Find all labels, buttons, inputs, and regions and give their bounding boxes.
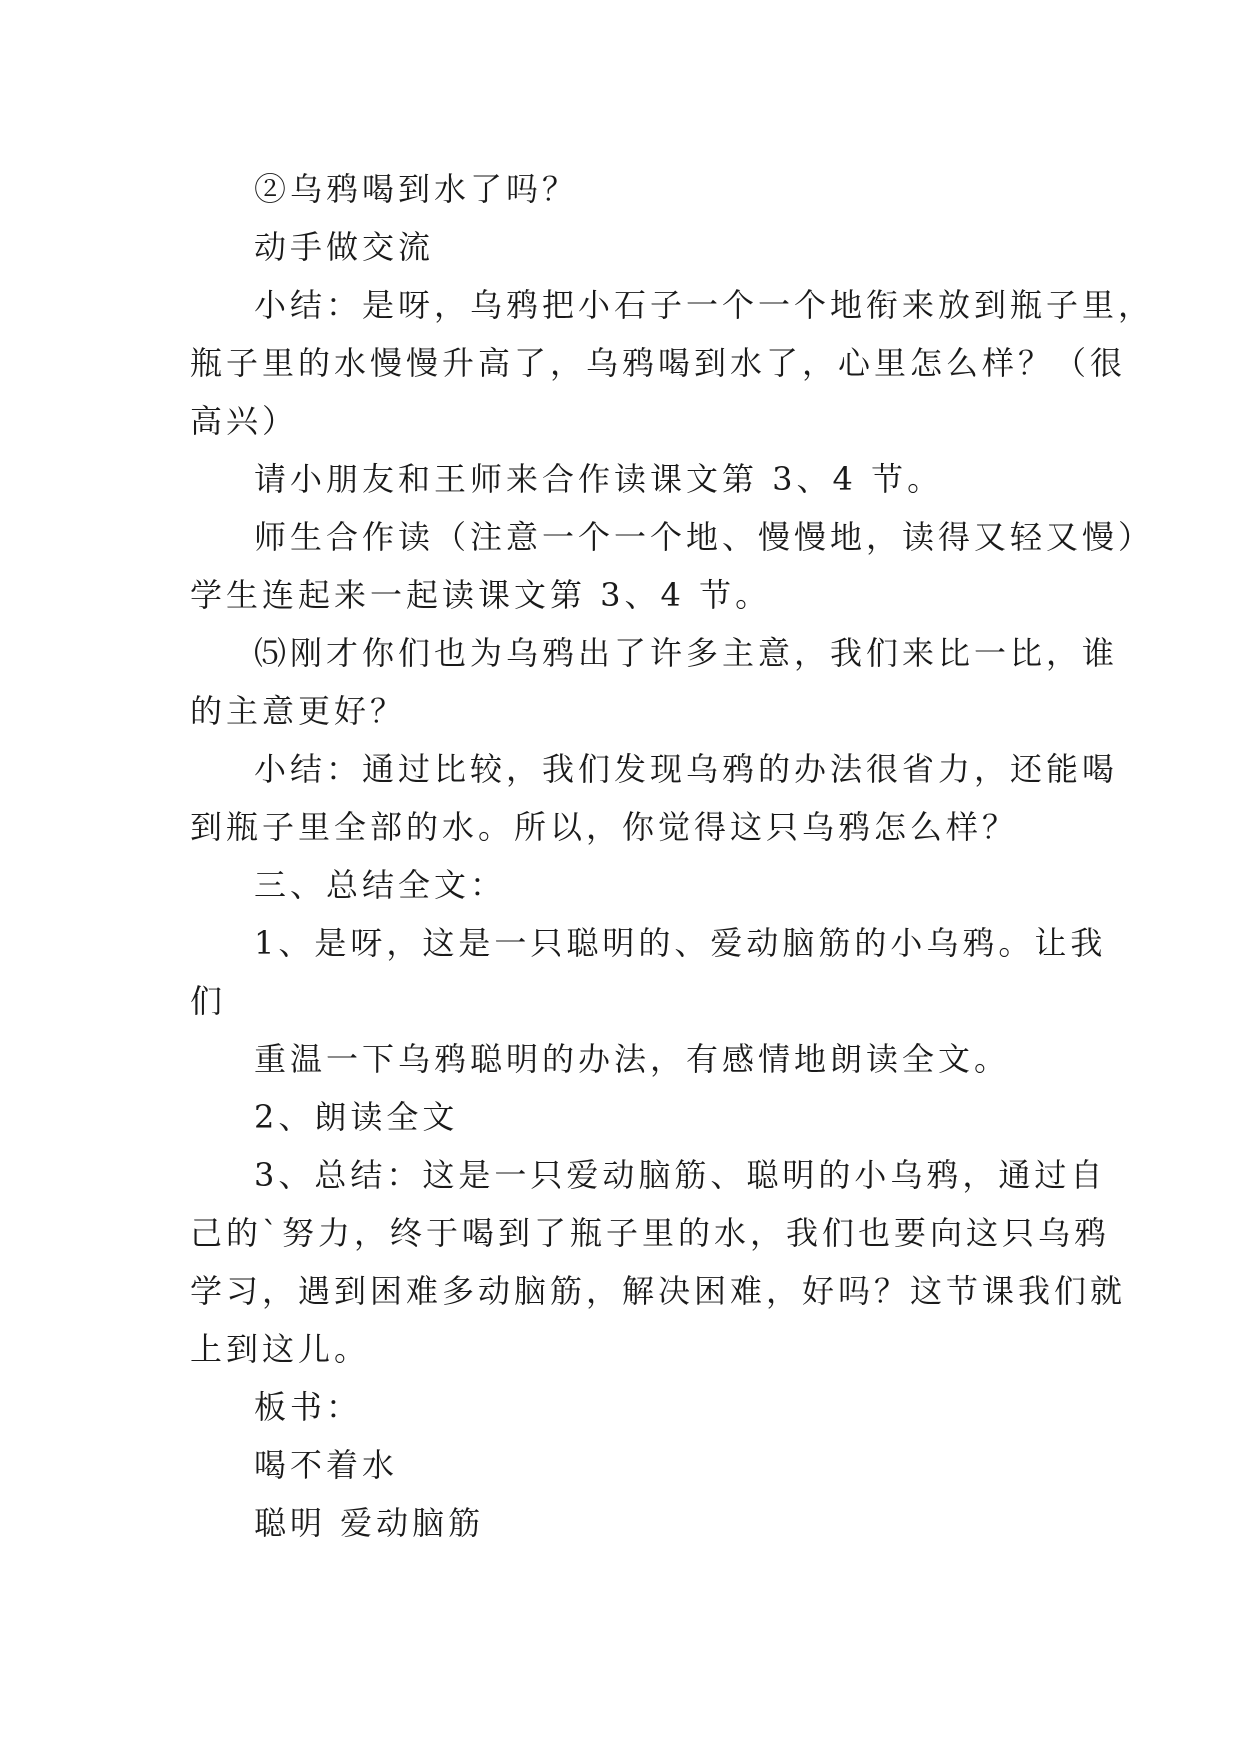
text-block (190, 160, 1155, 1552)
section-heading: 三、总结全文： (254, 866, 507, 904)
text-line: 高兴） (190, 402, 299, 440)
text-line: 重温一下乌鸦聪明的办法，有感情地朗读全文。 (254, 1040, 1011, 1078)
text-line: 学生连起来一起读课文第 3、4 节。 (190, 576, 772, 614)
text-line: ⑸刚才你们也为乌鸦出了许多主意，我们来比一比，谁 (254, 634, 1119, 672)
board-line: 聪明 爱动脑筋 (254, 1504, 485, 1542)
text-line: 请小朋友和王师来合作读课文第 3、4 节。 (254, 460, 944, 498)
text-line: 3、总结：这是一只爱动脑筋、聪明的小乌鸦，通过自 (254, 1156, 1107, 1194)
board-heading: 板书： (254, 1388, 363, 1426)
text-line: 1、是呀，这是一只聪明的、爱动脑筋的小乌鸦。让我 (254, 924, 1107, 962)
text-line: 上到这儿。 (190, 1330, 371, 1368)
document-body (190, 160, 1155, 1552)
text-line: 们 (190, 982, 227, 1020)
board-line: 喝不着水 (254, 1446, 399, 1484)
text-line: 2、朗读全文 (254, 1098, 459, 1136)
text-line: 到瓶子里全部的水。所以，你觉得这只乌鸦怎么样？ (190, 808, 1019, 846)
text-line: 己的`努力，终于喝到了瓶子里的水，我们也要向这只乌鸦 (190, 1214, 1111, 1252)
text-line: 的主意更好？ (190, 692, 407, 730)
text-line: 小结：通过比较，我们发现乌鸦的办法很省力，还能喝 (254, 750, 1119, 788)
text-line: 学习，遇到困难多动脑筋，解决困难，好吗？这节课我们就 (190, 1272, 1127, 1310)
text-line: 动手做交流 (254, 228, 435, 266)
text-line: 瓶子里的水慢慢升高了，乌鸦喝到水了，心里怎么样？（很 (190, 344, 1127, 382)
text-line: 小结：是呀，乌鸦把小石子一个一个地衔来放到瓶子里， (254, 286, 1155, 324)
text-line: ②乌鸦喝到水了吗？ (254, 170, 579, 208)
text-line: 师生合作读（注意一个一个地、慢慢地，读得又轻又慢） (254, 518, 1155, 556)
